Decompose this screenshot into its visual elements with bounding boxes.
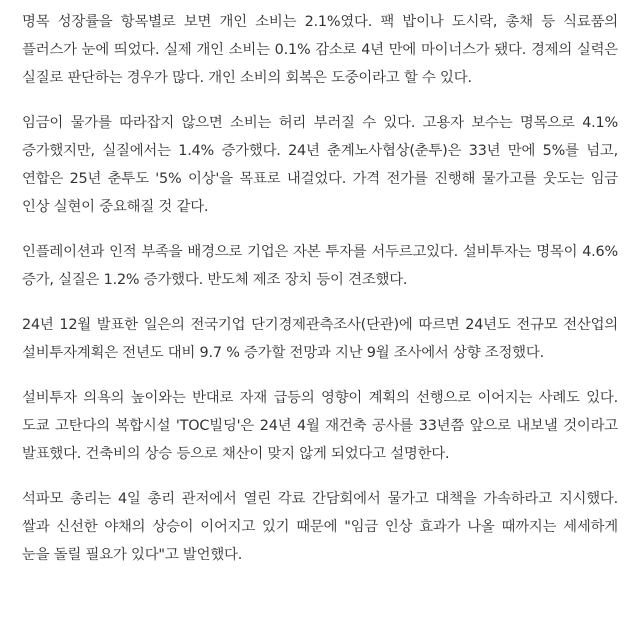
paragraph-wages: 임금이 물가를 따라잡지 않으면 소비는 허리 부러질 수 있다. 고용자 보수는 명목으로 4.1% 증가했지만, 실질에서는 1.4% 증가했다. 24년 춘계노사협상(춘투)은 33년 만에 5%를 넘고, 연합은 25년 춘투도 '5% 이상'을 목표로 내걸었다. 가격 전가를 진행해 물가고를 웃도는 임금 인상 실현이 중요해질 것 같다. bbox=[22, 115, 618, 215]
paragraph-prime-minister: 석파모 총리는 4일 총리 관저에서 열린 각료 간담회에서 물가고 대책을 가속하라고 지시했다. 쌀과 신선한 야채의 상승이 이어지고 있기 때문에 "임금 인상 효과가 나올 때까지는 세세하게 눈을 돌릴 필요가 있다"고 발언했다. bbox=[22, 491, 618, 563]
paragraph-capital-investment: 인플레이션과 인적 부족을 배경으로 기업은 자본 투자를 서두르고있다. 설비투자는 명목이 4.6% 증가, 실질은 1.2% 증가했다. 반도체 제조 장치 등이 견조했다. bbox=[22, 244, 618, 288]
paragraph-tankan-survey: 24년 12월 발표한 일은의 전국기업 단기경제관측조사(단관)에 따르면 24년도 전규모 전산업의 설비투자계획은 전년도 대비 9.7 % 증가할 전망과 지난 9월 조사에서 상향 조정했다. bbox=[22, 317, 618, 361]
paragraph-consumption: 명목 성장률을 항목별로 보면 개인 소비는 2.1%였다. 팩 밥이나 도시락, 총채 등 식료품의 플러스가 눈에 띄었다. 실제 개인 소비는 0.1% 감소로 4년 만에 마이너스가 됐다. 경제의 실력은 실질로 판단하는 경우가 많다. 개인 소비의 회복은 도중이라고 할 수 있다. bbox=[22, 14, 618, 86]
paragraph-material-costs: 설비투자 의욕의 높이와는 반대로 자재 급등의 영향이 계획의 선행으로 이어지는 사례도 있다. 도쿄 고탄다의 복합시설 'TOC빌딩'은 24년 4월 재건축 공사를 33년쯤 앞으로 내보낼 것이라고 발표했다. 건축비의 상승 등으로 채산이 맞지 않게 되었다고 설명한다. bbox=[22, 390, 618, 462]
